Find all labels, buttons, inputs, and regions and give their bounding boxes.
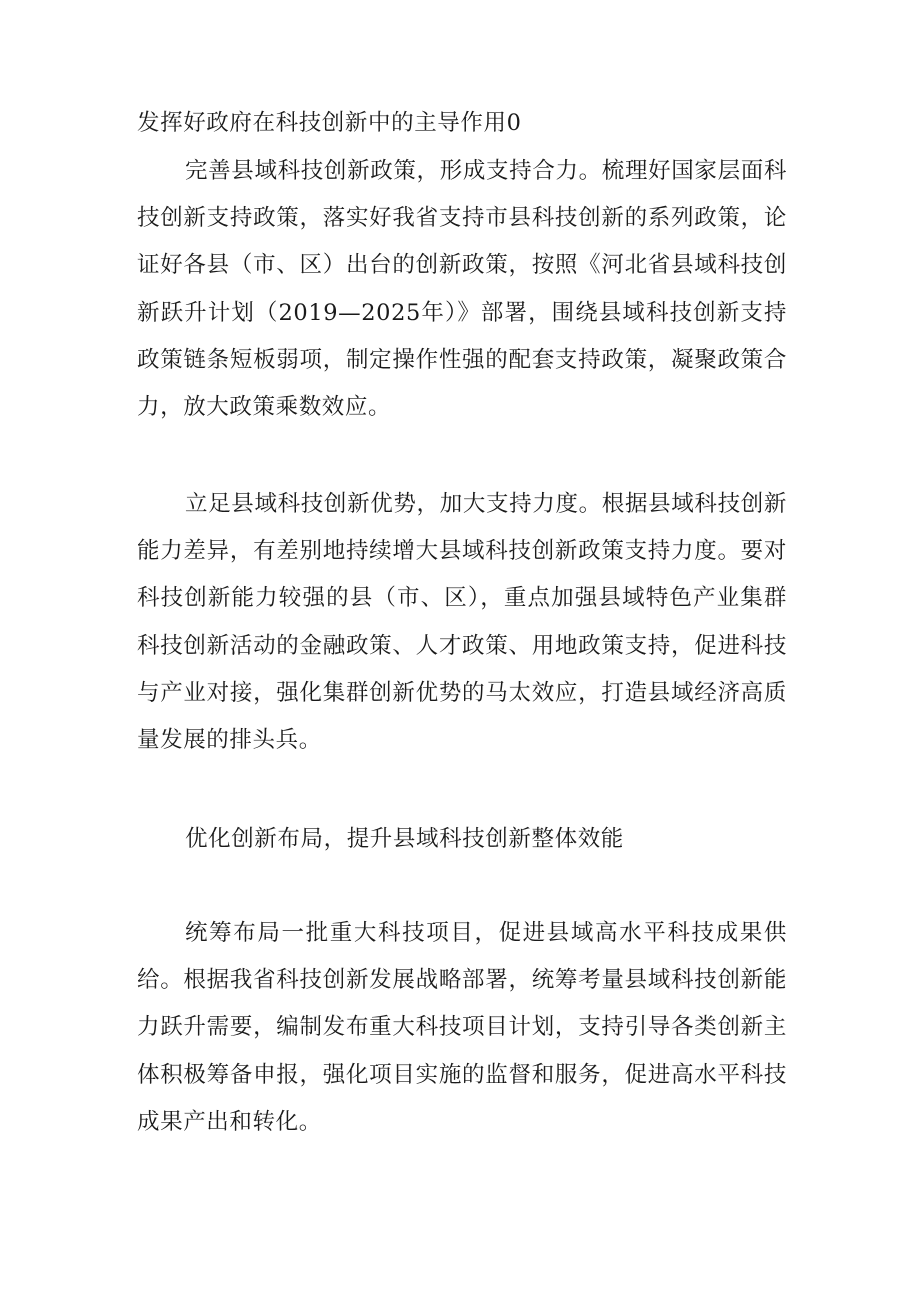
paragraph-heading-government-role: 发挥好政府在科技创新中的主导作用0 (137, 110, 522, 136)
paragraph-increase-support: 立足县域科技创新优势，加大支持力度。根据县域科技创新能力差异，有差别地持续增大县域科技创新政策支持力度。要对科技创新能力较强的县（市、区），重点加强县域特色产业集群科技创新活动的金融政策、人才政策、用地政策支持，促进科技与产业对接，强化集群创新优势的马太效应，打造县域经济高质量发展的排头兵。 (137, 491, 787, 754)
section-heading-optimize-layout: 优化创新布局，提升县域科技创新整体效能 (185, 826, 624, 852)
paragraph-major-projects: 统筹布局一批重大科技项目，促进县域高水平科技成果供给。根据我省科技创新发展战略部署，统筹考量县域科技创新能力跃升需要，编制发布重大科技项目计划，支持引导各类创新主体积极筹备申报，强化项目实施的监督和服务，促进高水平科技成果产出和转化。 (137, 920, 787, 1135)
paragraph-improve-policy: 完善县域科技创新政策，形成支持合力。梳理好国家层面科技创新支持政策，落实好我省支持市县科技创新的系列政策，论证好各县（市、区）出台的创新政策，按照《河北省县域科技创新跃升计划（2019—2025年）》部署，围绕县域科技创新支持政策链条短板弱项，制定操作性强的配套支持政策，凝聚政策合力，放大政策乘数效应。 (137, 158, 787, 421)
